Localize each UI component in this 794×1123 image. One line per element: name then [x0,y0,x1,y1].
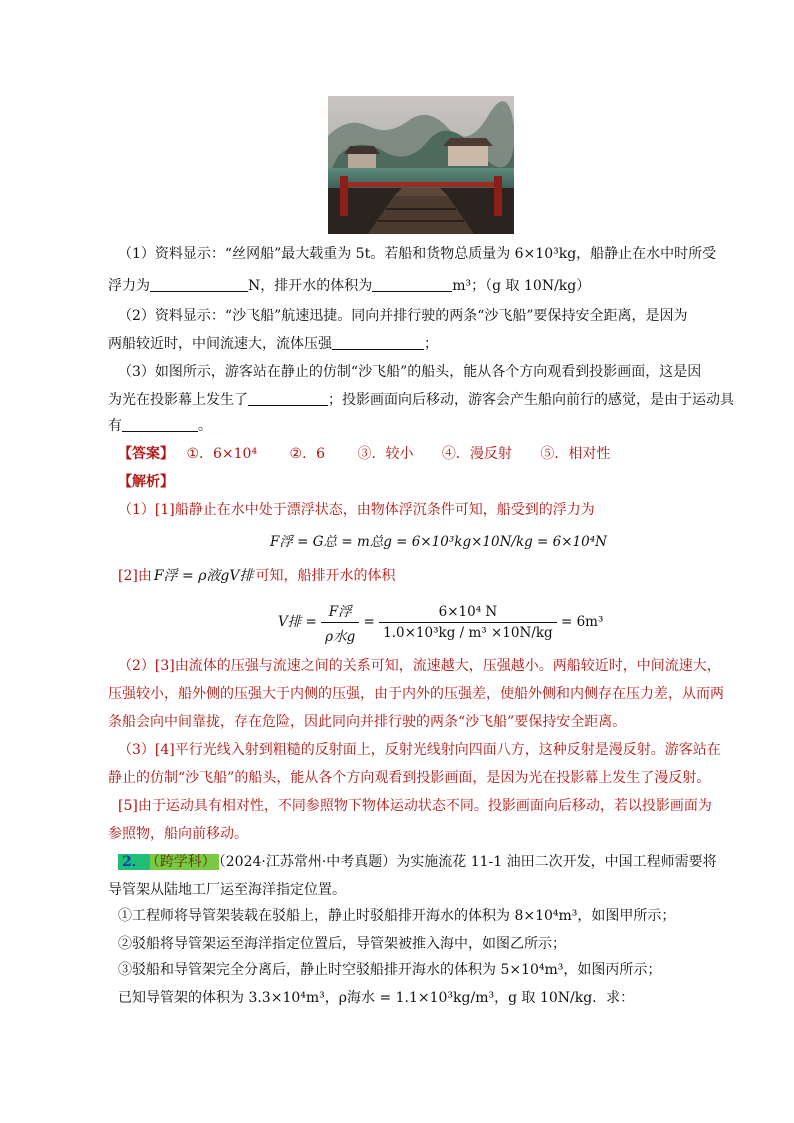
text-fragment: 有 [108,418,122,434]
fraction-2-numerator: 6×10⁴ N [379,604,557,623]
answer-item-5: ⑤．相对性 [540,446,611,462]
eq-lhs: V排 = [278,614,317,630]
answer-blank-3[interactable] [332,335,424,350]
text-fragment: N，排开水的体积为 [248,278,373,294]
analysis-step4-line2: 静止的仿制“沙飞船”的船头，能从各个方向观看到投影画面，是因为光在投影幕上发生了漫反射。 [108,770,711,786]
answer-item-3: ③．较小 [357,446,414,462]
equals-sign: = [363,614,375,630]
q2-intro-line2: 导管架从陆地工厂运至海洋指定位置。 [108,882,346,898]
text-fragment: 浮力为 [108,278,150,294]
q1-part2-line2 [108,334,438,354]
text-fragment: 可知，船排开水的体积 [255,568,396,584]
boat-scene-illustration [328,96,514,234]
text-fragment: ；投影画面向后移动，游客会产生船向前行的感觉，是由于运动具 [328,392,734,408]
q1-part3-line2 [108,390,734,410]
question-number: 2． [118,854,150,870]
analysis-step2 [118,566,396,586]
analysis-step1: （1）[1]船静止在水中处于漂浮状态，由物体浮沉条件可知，船受到的浮力为 [118,502,595,518]
equation-buoyancy: F浮 = G总 = m总g = 6×10³kg×10N/kg = 6×10⁴N [270,534,607,550]
q2-known-values: 已知导管架的体积为 3.3×10⁴m³，ρ海水 = 1.1×10³kg/m³，g 取 10N/kg．求： [118,990,635,1006]
boat-projection-image [328,96,514,234]
fraction-1-numerator: F浮 [321,600,359,623]
text-fragment: 两船较近时，中间流速大，流体压强 [108,336,332,352]
answer-line [118,444,610,464]
inline-formula: F浮 = ρ液gV排 [153,568,254,584]
answer-item-1: ①．6×10⁴ [186,446,258,462]
text-fragment: ； [424,336,438,352]
fraction-1 [321,600,359,645]
answer-blank-4[interactable] [248,391,328,406]
fraction-1-denominator: ρ水g [325,629,356,645]
answer-item-4: ④．漫反射 [441,446,512,462]
q1-part1-line2 [108,276,590,296]
analysis-step3-line2: 压强较小，船外侧的压强大于内侧的压强，由于内外的压强差，使船外侧和内侧存在压力差，从而两 [108,686,724,702]
analysis-label: 【解析】 [118,474,174,490]
answer-label: 【答案】 [118,446,174,462]
fraction-2-denominator: 1.0×10³kg / m³ ×10N/kg [383,625,553,641]
q2-intro-line1 [118,852,717,872]
q2-step2: ②驳船将导管架运至海洋指定位置后，导管架被推入海中，如图乙所示； [118,936,566,952]
answer-blank-1[interactable] [150,277,248,292]
q1-part2-line1: （2）资料显示：“沙飞船”航速迅捷。同向并排行驶的两条“沙飞船”要保持安全距离，是因为 [118,308,688,324]
text-fragment: （2024·江苏常州·中考真题）为实施流花 11-1 油田二次开发，中国工程师需要将 [218,854,717,870]
equation-volume [278,600,603,645]
analysis-step5-line1: [5]由于运动具有相对性，不同参照物下物体运动状态不同。投影画面向后移动，若以投影画面为 [118,798,712,814]
text-fragment: 。 [198,418,212,434]
text-fragment: [2]由 [118,568,152,584]
answer-blank-5[interactable] [122,417,198,432]
analysis-step3-line3: 条船会向中间靠拢，存在危险，因此同向并排行驶的两条“沙飞船”要保持安全距离。 [108,714,627,730]
q1-part3-line1: （3）如图所示，游客站在静止的仿制“沙飞船”的船头，能从各个方向观看到投影画面，这是因 [118,364,702,380]
text-fragment: 为光在投影幕上发生了 [108,392,248,408]
q1-part1-line1: （1）资料显示：“丝网船”最大载重为 5t。若船和货物总质量为 6×10³kg，船静止在水中时所受 [118,246,717,262]
analysis-step5-line2: 参照物，船向前移动。 [108,826,248,842]
analysis-step3-line1: （2）[3]由流体的压强与流速之间的关系可知，流速越大，压强越小。两船较近时，中间流速大， [118,658,721,674]
q2-step3: ③驳船和导管架完全分离后，静止时空驳船排开海水的体积为 5×10⁴m³，如图丙所示； [118,962,662,978]
cross-subject-tag: （跨学科） [150,854,219,870]
fraction-2 [379,604,557,641]
q1-part3-line3 [108,416,212,436]
text-fragment: m³；（g 取 10N/kg） [452,278,591,294]
answer-blank-2[interactable] [372,277,452,292]
answer-item-2: ②．6 [289,446,325,462]
eq-rhs: = 6m³ [560,614,604,630]
analysis-step4-line1: （3）[4]平行光线入射到粗糙的反射面上，反射光线射向四面八方，这种反射是漫反射。游客站在 [118,742,721,758]
q2-step1: ①工程师将导管架装载在驳船上，静止时驳船排开海水的体积为 8×10⁴m³，如图甲所示； [118,908,676,924]
